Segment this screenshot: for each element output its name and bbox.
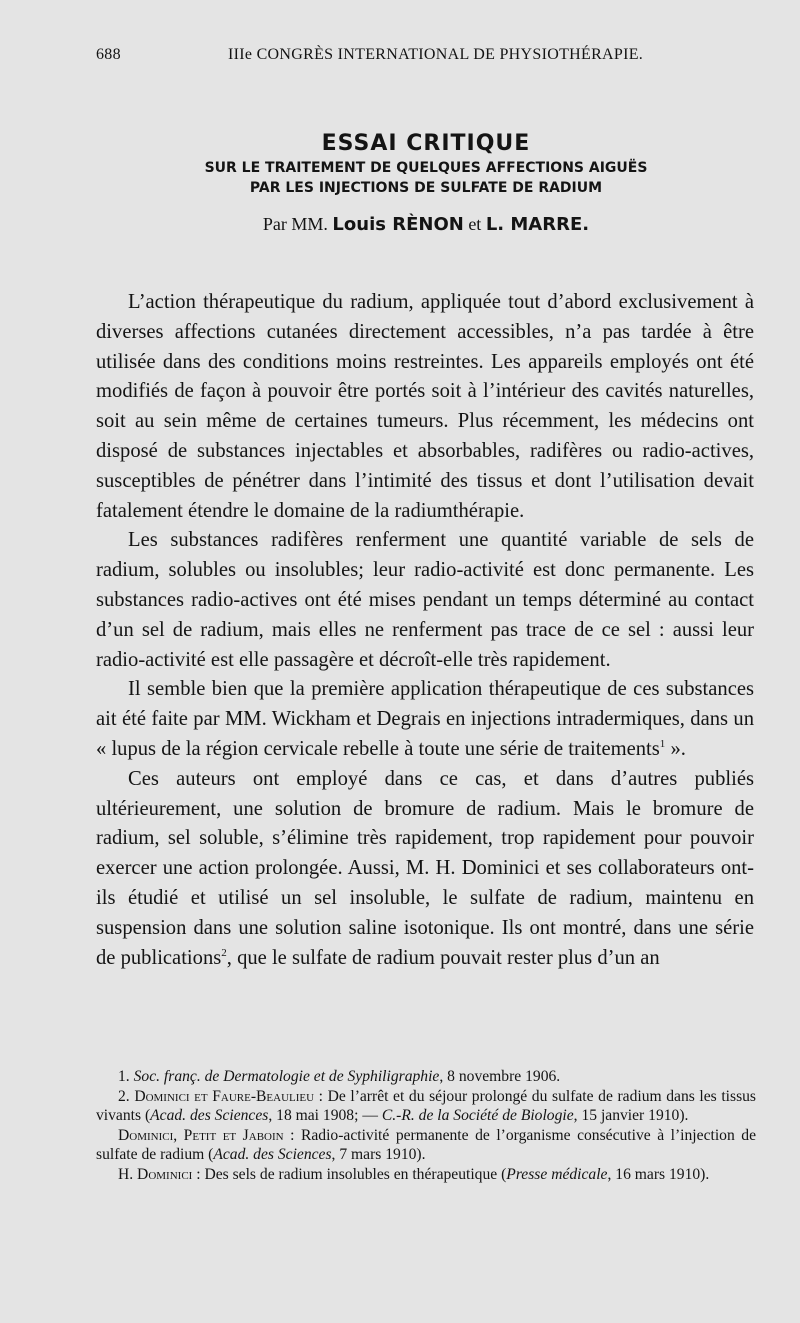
article-subtitle-line-2: PAR LES INJECTIONS DE SULFATE DE RADIUM: [249, 180, 603, 196]
author-marre: L. MARRE.: [485, 214, 590, 235]
byline-prefix: Par MM.: [262, 214, 328, 234]
article-title: ESSAI CRITIQUE: [321, 131, 531, 156]
footnote-3: Dominici, Petit et Jaboin : Radio-activité permanente de l’organisme consécutive à l’injection de sulfate de radium (Acad. des Sciences, 7 mars 1910).: [96, 1126, 756, 1163]
footnote-4: H. Dominici : Des sels de radium insolubles en thérapeutique (Presse médicale, 16 mars 1910).: [118, 1165, 710, 1183]
author-renon: Louis RÈNON: [332, 214, 464, 235]
body-paragraph-4: Ces auteurs ont employé dans ce cas, et dans d’autres publiés ultérieurement, une solution de bromure de radium. Mais le bromure de radium, sel soluble, s’élimine très rapidement, trop rapidement pour pouvoir exercer une action prolongée. Aussi, M. H. Dominici et ses collaborateurs ont-ils étudié et utilisé un sel insoluble, le sulfate de radium, maintenu en suspension dans une solution saline isotonique. Ils ont montré, dans une série de publications$^2$, que le sulfate de radium pouvait rester plus d’un an: [96, 767, 754, 969]
page-number: 688: [96, 46, 121, 63]
footnote-2: 2. Dominici et Faure-Beaulieu : De l’arrêt et du séjour prolongé du sulfate de radium dans les tissus vivants (Acad. des Sciences, 18 mai 1908; — C.-R. de la Société de Biologie, 15 janvier 1910).: [96, 1087, 757, 1124]
article-subtitle-line-1: SUR LE TRAITEMENT DE QUELQUES AFFECTIONS AIGUËS: [204, 160, 648, 176]
body-paragraph-2: Les substances radifères renferment une quantité variable de sels de radium, solubles ou insolubles; leur radio-activité est donc permanente. Les substances radio-actives ont été mises pendant un temps déterminé au contact d’un sel de radium, mais elles ne renferment pas trace de ce sel : aussi leur radio-activité est elle passagère et décroît-elle très rapidement.: [96, 529, 754, 671]
article-byline: [96, 212, 756, 237]
journal-title: IIIe CONGRÈS INTERNATIONAL DE PHYSIOTHÉRAPIE.: [228, 46, 644, 63]
body-paragraph-3: Il semble bien que la première application thérapeutique de ces substances ait été faite par MM. Wickham et Degrais en injections intradermiques, dans un « lupus de la région cervicale rebelle à toute une série de traitements$^1$ ».: [96, 678, 754, 760]
footnotes: [96, 1067, 756, 1184]
footnote-ref-1[interactable]: 1: [659, 738, 666, 751]
running-head: [96, 46, 756, 70]
body-paragraph-1: L’action thérapeutique du radium, appliquée tout d’abord exclusivement à diverses affections cutanées directement accessibles, n’a pas tardée à être utilisée dans des conditions moins restreintes. Les appareils employés ont été modifiés de façon à pouvoir être portés soit à l’intérieur des cavités naturelles, soit au sein même de certaines tumeurs. Plus récemment, les médecins ont disposé de substances injectables et absorbables, radifères ou radio-actives, susceptibles de pénétrer dans l’intimité des tissus et dont l’utilisation devait fatalement étendre le domaine de la radiumthérapie.: [96, 291, 754, 522]
byline-and: et: [468, 214, 482, 234]
footnote-ref-2[interactable]: 2: [221, 946, 227, 959]
footnote-1: 1. Soc. franç. de Dermatologie et de Syphiligraphie, 8 novembre 1906.: [118, 1068, 561, 1085]
article-body: [96, 288, 754, 973]
article-title-block: [96, 130, 756, 237]
